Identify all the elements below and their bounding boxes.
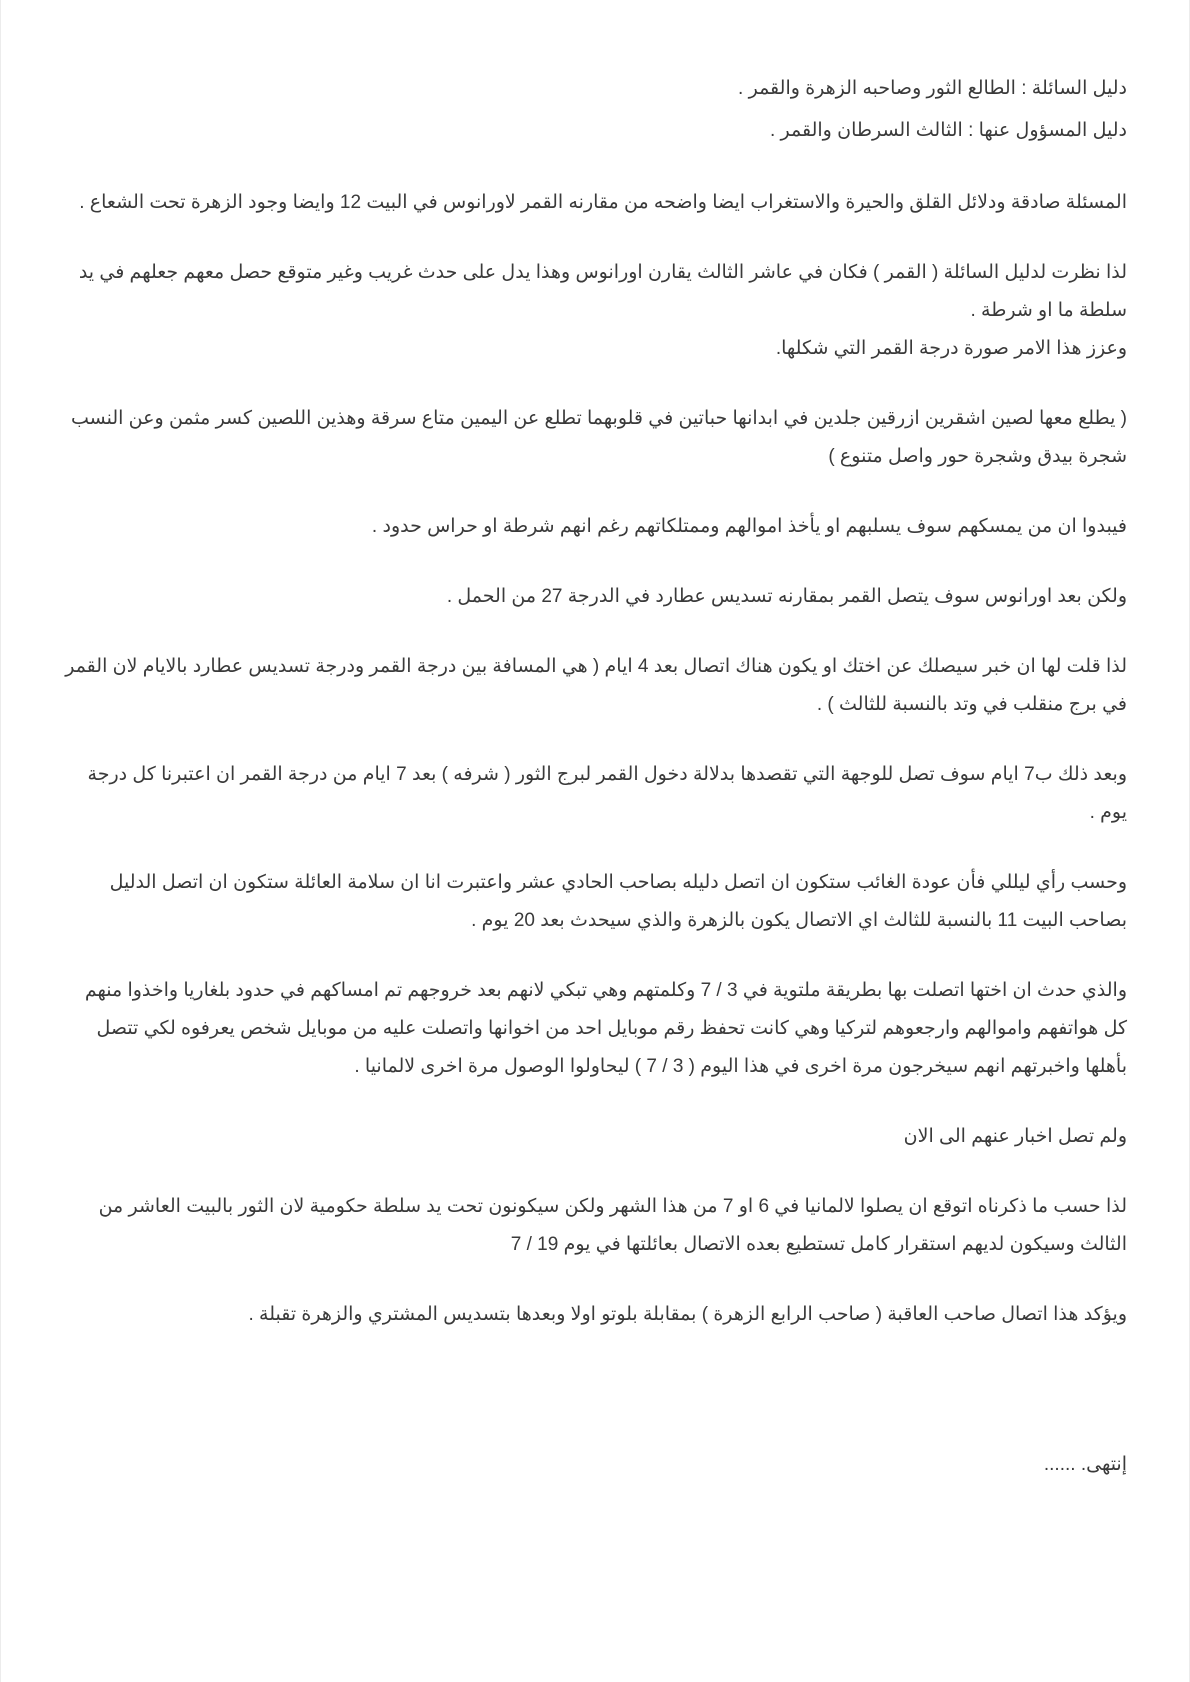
sister-call-paragraph: والذي حدث ان اختها اتصلت بها بطريقة ملتوية في 3 / 7 وكلمتهم وهي تبكي لانهم بعد خروجهم تم امساكهم في حدود بلغاريا واخذوا منهم كل هواتفهم واموالهم وارجعوهم لتركيا وهي كانت تحفظ رقم موبايل احد من اخوانها واتصلت عليه من موبايل شخص يعرفوه لكي تتصل بأهلها واخبرتهم انهم سيخرجون مرة اخرى في هذا اليوم ( 3 / 7 ) ليحاولوا الوصول مرة اخرى لالمانيا . (84, 980, 1127, 1077)
thieves-description-paragraph: ( يطلع معها لصين اشقرين ازرقين جلدين في ابدانها حباتين في قلوبهما تطلع عن اليمين متاع سرقة وهذين اللصين كسر مثمن وعن النسب شجرة بيدق وشجرة حور واصل متنوع ) (71, 408, 1127, 467)
arrival-prediction-paragraph: لذا حسب ما ذكرناه اتوقع ان يصلوا لالمانيا في 6 او 7 من هذا الشهر ولكن سيكونون تحت يد سلطة حكومية لان الثور بالبيت العاشر من الثالث وسيكون لديهم استقرار كامل تستطيع بعده الاتصال بعائلتها في يوم 19 / 7 (98, 1196, 1127, 1255)
moon-uranus-paragraph: لذا نظرت لدليل السائلة ( القمر ) فكان في عاشر الثالث يقارن اورانوس وهذا يدل على حدث غريب وغير متوقع حصل معهم جعلهم في يد سلطة ما او شرطة . (78, 262, 1127, 321)
capture-paragraph: فيبدوا ان من يمسكهم سوف يسلبهم او يأخذ اموالهم وممتلكاتهم رغم انهم شرطة او حراس حدود . (371, 516, 1127, 537)
seven-days-paragraph: وبعد ذلك ب7 ايام سوف تصل للوجهة التي تقصدها بدلالة دخول القمر لبرج الثور ( شرفه ) بعد 7 ايام من درجة القمر ان اعتبرنا كل درجة يوم . (87, 764, 1127, 823)
quesited-indicator-line: دليل المسؤول عنها : الثالث السرطان والقمر . (769, 120, 1127, 141)
four-days-paragraph: لذا قلت لها ان خبر سيصلك عن اختك او يكون هناك اتصال بعد 4 ايام ( هي المسافة بين درجة القمر ودرجة تسديس عطارد بالايام لان القمر في برج منقلب في وتد بالنسبة للثالث ) . (65, 656, 1127, 715)
querent-indicator-line: دليل السائلة : الطالع الثور وصاحبه الزهرة والقمر . (738, 78, 1127, 99)
end-marker: إنتهى. ...... (1043, 1454, 1127, 1475)
mercury-sextile-paragraph: ولكن بعد اورانوس سوف يتصل القمر بمقارنه تسديس عطارد في الدرجة 27 من الحمل . (446, 586, 1127, 607)
lilly-opinion-paragraph: وحسب رأي ليللي فأن عودة الغائب ستكون ان اتصل دليله بصاحب الحادي عشر واعتبرت انا ان سلامة العائلة ستكون ان اتصل الدليل بصاحب البيت 11 بالنسبة للثالث اي الاتصال يكون بالزهرة والذي سيحدث بعد 20 يوم . (109, 872, 1127, 931)
no-news-line: ولم تصل اخبار عنهم الى الان (903, 1126, 1127, 1147)
pluto-confirmation-paragraph: ويؤكد هذا اتصال صاحب العاقبة ( صاحب الرابع الزهرة ) بمقابلة بلوتو اولا وبعدها بتسديس المشتري والزهرة تقبلة . (248, 1304, 1127, 1325)
sincerity-paragraph: المسئلة صادقة ودلائل القلق والحيرة والاستغراب ايضا واضحه من مقارنه القمر لاورانوس في البيت 12 وايضا وجود الزهرة تحت الشعاع . (79, 192, 1127, 213)
moon-degree-note: وعزز هذا الامر صورة درجة القمر التي شكلها. (775, 338, 1127, 359)
